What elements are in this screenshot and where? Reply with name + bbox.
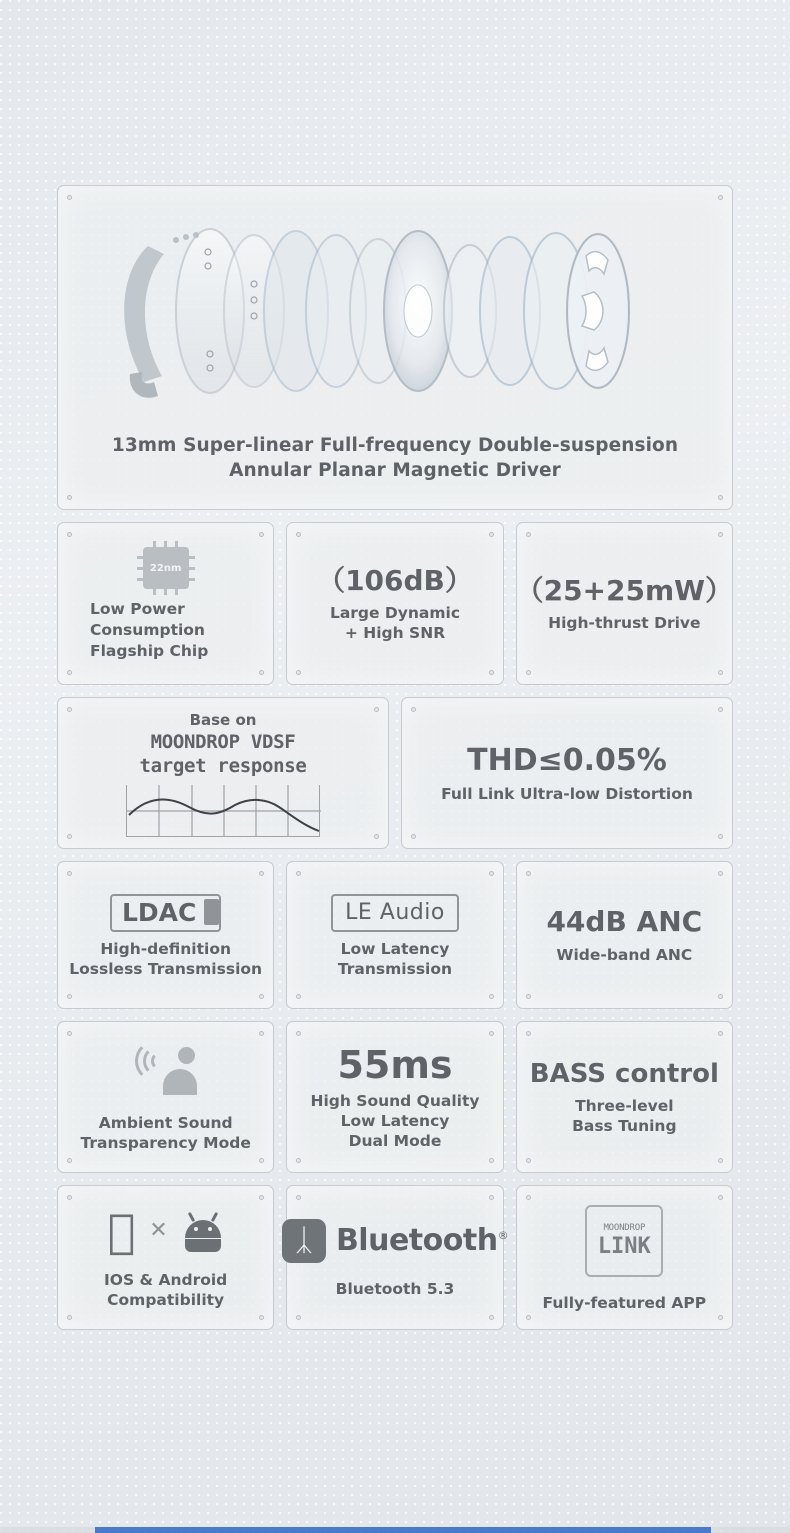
feature-vdsf-target xyxy=(57,697,389,849)
bass-line1: Three-level xyxy=(575,1096,674,1115)
anc-sub: Wide-band ANC xyxy=(556,945,693,964)
feature-dynamic-snr xyxy=(286,522,503,685)
moondrop-link-icon xyxy=(585,1205,663,1277)
spec-sheet xyxy=(57,185,733,1342)
feature-row-3 xyxy=(57,861,733,1009)
feature-le-audio xyxy=(286,861,503,1009)
low-power-line3: Flagship Chip xyxy=(90,642,209,660)
ldac-sub xyxy=(69,939,262,979)
bottom-accent-bar xyxy=(0,1527,790,1533)
os-icons xyxy=(108,1208,224,1254)
dynamic-headline: （106dB） xyxy=(317,563,473,597)
low-power-text xyxy=(68,599,263,662)
bluetooth-icon: ᛣ xyxy=(282,1219,326,1263)
app-icon-line2: LINK xyxy=(597,1233,651,1259)
latency-sub xyxy=(310,1091,479,1151)
vdsf-brand-line2: target response xyxy=(139,755,307,777)
dynamic-line1: Large Dynamic xyxy=(329,604,461,623)
latency-headline: 55ms xyxy=(337,1043,453,1088)
exploded-driver-diagram xyxy=(58,204,732,419)
bluetooth-wordmark-text: Bluetooth xyxy=(335,1223,498,1258)
feature-bass-control xyxy=(516,1021,733,1173)
low-power-line1: Low Power xyxy=(90,600,185,618)
ldac-badge xyxy=(110,894,221,932)
bluetooth-sub: Bluetooth 5.3 xyxy=(335,1279,455,1298)
feature-anc xyxy=(516,861,733,1009)
hero-caption-line1: 13mm Super-linear Full-frequency Double-suspension xyxy=(111,435,679,456)
ambient-person-icon xyxy=(135,1043,197,1099)
ambient-line1: Ambient Sound xyxy=(98,1114,233,1132)
bass-line2: Bass Tuning xyxy=(572,1116,677,1135)
dynamic-line2: + High SNR xyxy=(344,624,446,643)
latency-line1: High Sound Quality xyxy=(310,1091,480,1110)
feature-ambient-sound xyxy=(57,1021,274,1173)
thrust-headline: （25+25mW） xyxy=(515,573,734,607)
bass-headline: BASS control xyxy=(529,1059,719,1090)
hero-caption xyxy=(88,433,702,483)
chip-icon xyxy=(143,547,189,589)
feature-ldac xyxy=(57,861,274,1009)
le-audio-badge: LE Audio xyxy=(331,894,459,932)
thrust-sub: High-thrust Drive xyxy=(548,614,701,633)
feature-high-thrust xyxy=(516,522,733,685)
ambient-sub xyxy=(80,1113,250,1153)
frequency-response-curve xyxy=(126,785,320,837)
app-icon-line1: MOONDROP xyxy=(603,1222,646,1233)
ldac-label: LDAC xyxy=(121,897,197,927)
low-power-line2: Consumption xyxy=(90,621,205,639)
bluetooth-logo xyxy=(282,1219,508,1263)
feature-row-5 xyxy=(57,1185,733,1330)
feature-latency xyxy=(286,1021,503,1173)
le-audio-line2: Transmission xyxy=(337,959,453,978)
times-icon: ✕ xyxy=(135,1218,154,1243)
vdsf-title: Base on xyxy=(189,711,257,729)
anc-headline: 44dB ANC xyxy=(546,905,703,939)
bluetooth-wordmark xyxy=(336,1223,508,1258)
feature-low-power-chip xyxy=(57,522,274,685)
ldac-line1: High-definition xyxy=(100,939,232,958)
feature-app xyxy=(516,1185,733,1330)
chip-label: 22nm xyxy=(149,562,182,574)
app-sub: Fully-featured APP xyxy=(542,1293,707,1312)
latency-line3: Dual Mode xyxy=(348,1131,442,1150)
os-line1: IOS & Android xyxy=(104,1268,228,1287)
thd-subtitle: Full Link Ultra-low Distortion xyxy=(441,785,693,803)
vdsf-brand-line1: MOONDROP VDSF xyxy=(150,731,296,753)
feature-thd xyxy=(401,697,733,849)
thd-headline: THD≤0.05% xyxy=(467,743,667,778)
os-sub xyxy=(104,1270,227,1310)
latency-line2: Low Latency xyxy=(340,1111,450,1130)
feature-bluetooth xyxy=(286,1185,509,1330)
hero-caption-line2: Annular Planar Magnetic Driver xyxy=(229,460,561,481)
hero-driver-card xyxy=(57,185,733,510)
apple-icon xyxy=(108,1208,136,1254)
feature-row-2 xyxy=(57,697,733,849)
dynamic-sub xyxy=(330,603,460,643)
feature-row-4 xyxy=(57,1021,733,1173)
ldac-knob-icon xyxy=(204,899,219,925)
android-icon xyxy=(182,1210,224,1252)
le-audio-sub xyxy=(338,939,452,979)
le-audio-line1: Low Latency xyxy=(340,939,450,958)
bass-sub xyxy=(572,1096,677,1136)
ldac-line2: Lossless Transmission xyxy=(69,959,263,978)
os-line2: Compatibility xyxy=(107,1288,225,1307)
bluetooth-trademark: ® xyxy=(497,1229,509,1242)
feature-os-compatibility xyxy=(57,1185,274,1330)
ambient-line2: Transparency Mode xyxy=(80,1134,251,1152)
feature-row-1 xyxy=(57,522,733,685)
